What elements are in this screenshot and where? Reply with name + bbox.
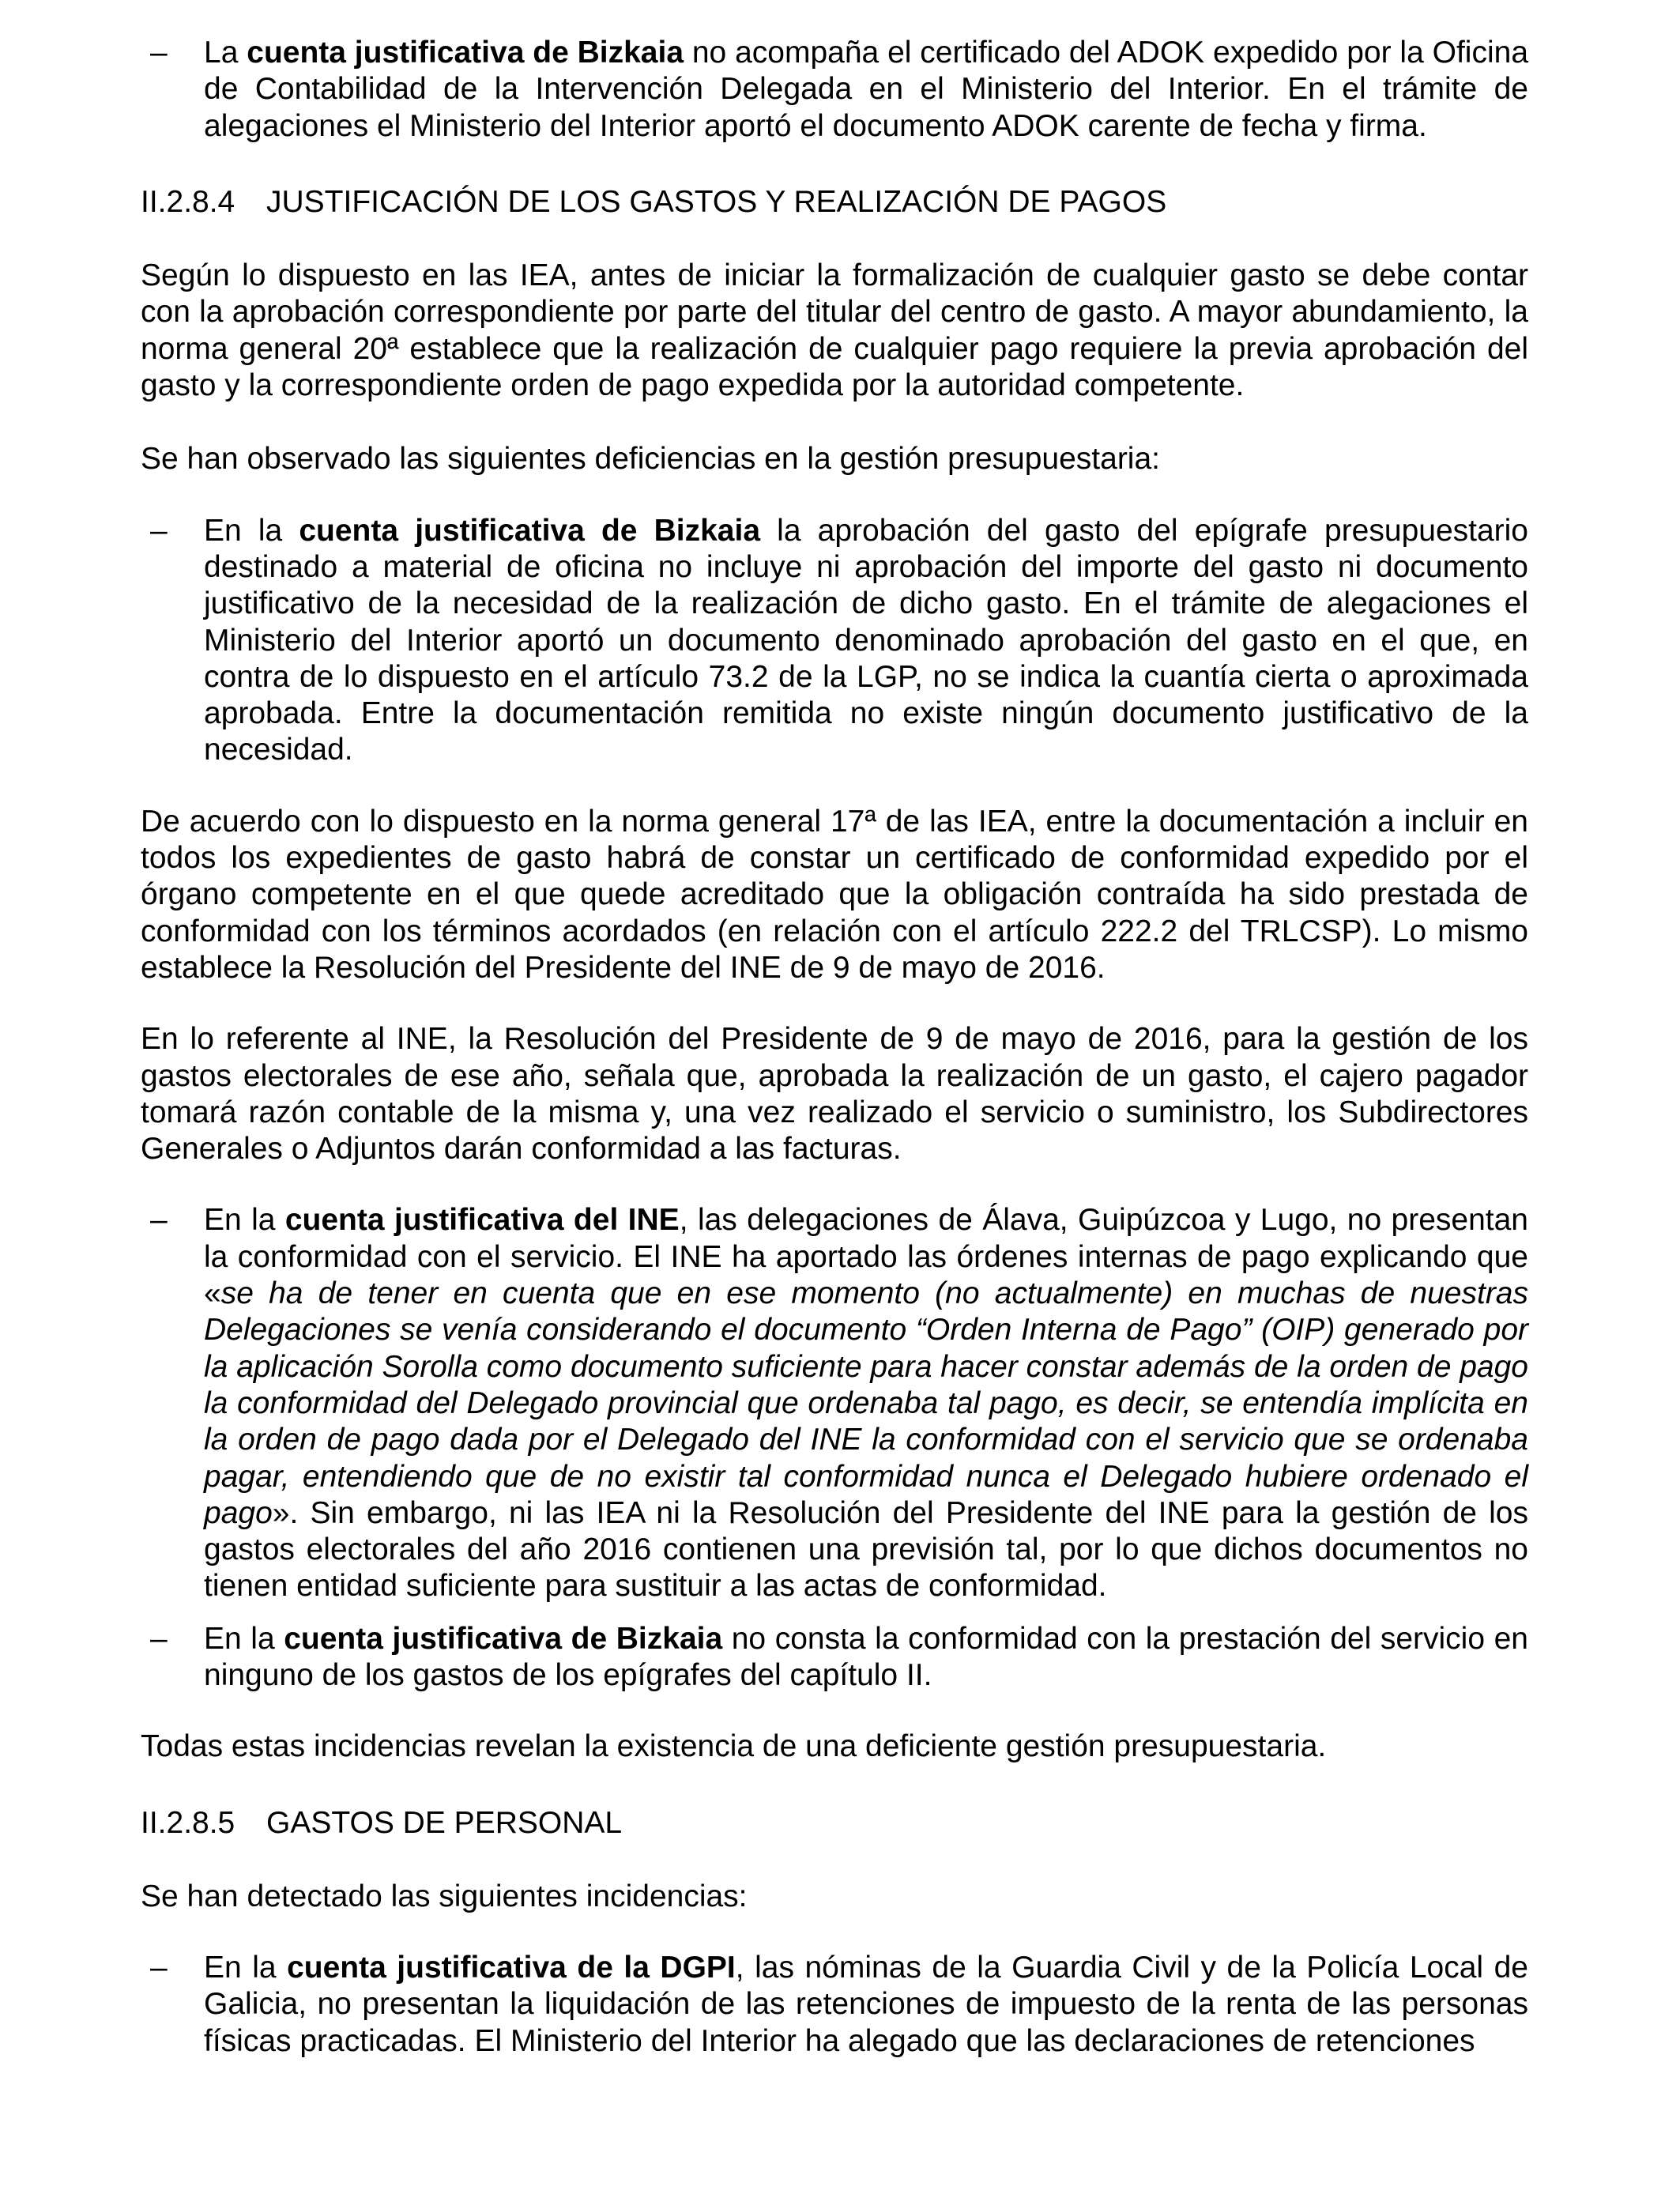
bullet-text: En la [204, 513, 299, 548]
bullet-nominas-dgpi [141, 1950, 1528, 2060]
bullet-adok-bizkaia [141, 35, 1528, 145]
bullet-dash: – [150, 1621, 168, 1656]
paragraph-incidencias-intro: Se han detectado las siguientes incidencias: [141, 1879, 748, 1913]
bullet-text: En la [204, 1203, 285, 1238]
paragraph-ine-resolucion: En lo referente al INE, la Resolución del Presidente de 9 de mayo de 2016, para la gestión de los gastos electorales de ese año, señala que, aprobada la realización de un gasto, el cajero pagador tomará razón contable de la misma y, una vez realizado el servicio o suministro, los Subdirectores Generales o Adjuntos darán conformidad a las facturas. [141, 1022, 1528, 1167]
bullet-text: ». Sin embargo, ni las IEA ni la Resolución del Presidente del INE para la gestión de los gastos electorales del año 2016 contienen una previsión tal, por lo que dichos documentos no tienen entidad suficiente para sustituir a las actas de conformidad. [204, 1495, 1528, 1604]
section-title: JUSTIFICACIÓN DE LOS GASTOS Y REALIZACIÓN DE PAGOS [266, 184, 1167, 219]
bullet-text: la aprobación del gasto del epígrafe presupuestario destinado a material de oficina no incluye ni aprobación del importe del gasto ni documento justificativo de la necesidad de la realización de dicho gasto. En el trámite de alegaciones el Ministerio del Interior aportó un documento denominado aprobación del gasto en el que, en contra de lo dispuesto en el artículo 73.2 de la LGP, no se indica la cuantía cierta o aproximada aprobada. Entre la documentación remitida no existe ningún documento justificativo de la necesidad. [204, 513, 1529, 767]
bullet-dash: – [150, 1203, 168, 1238]
paragraph-deficiencias-intro: Se han observado las siguientes deficiencias en la gestión presupuestaria: [141, 442, 1160, 477]
bullet-dash: – [150, 513, 168, 548]
bullet-dash: – [150, 36, 168, 70]
bullet-text: , las delegaciones de Álava, Guipúzcoa y Lugo, no presentan la conformidad con el servicio. El INE ha aportado las órdenes internas de pago explicando que « [204, 1203, 1528, 1311]
paragraph-incidencias-conclusion: Todas estas incidencias revelan la existencia de una deficiente gestión presupuestaria. [141, 1729, 1327, 1764]
bullet-text: La [204, 36, 247, 70]
section-heading-2-8-5 [141, 1805, 1528, 1842]
bullet-bold: cuenta justificativa de Bizkaia [299, 513, 761, 548]
paragraph-norma-17: De acuerdo con lo dispuesto en la norma general 17ª de las IEA, entre la documentación a incluir en todos los expedientes de gasto habrá de constar un certificado de conformidad expedido por el órgano competente en el que quede acreditado que la obligación contraída ha sido prestada de conformidad con los términos acordados (en relación con el artículo 222.2 del TRLCSP). Lo mismo establece la Resolución del Presidente del INE de 9 de mayo de 2016. [141, 804, 1528, 985]
bullet-text: En la [204, 1951, 288, 1985]
bullet-text: En la [204, 1621, 284, 1656]
bullet-conformidad-bizkaia [141, 1621, 1528, 1695]
bullet-aprobacion-bizkaia [141, 513, 1528, 769]
paragraph-iea-aprobacion: Según lo dispuesto en las IEA, antes de iniciar la formalización de cualquier gasto se debe contar con la aprobación correspondiente por parte del titular del centro de gasto. A mayor abundamiento, la norma general 20ª establece que la realización de cualquier pago requiere la previa aprobación del gasto y la correspondiente orden de pago expedida por la autoridad competente. [141, 258, 1528, 403]
section-number: II.2.8.5 [141, 1805, 235, 1840]
bullet-text: no consta la conformidad con la prestación del servicio en ninguno de los gastos de los epígrafes del capítulo II. [204, 1621, 1528, 1692]
section-number: II.2.8.4 [141, 184, 235, 219]
bullet-text: no acompaña el certificado del ADOK expedido por la Oficina de Contabilidad de la Intervención Delegada en el Ministerio del Interior. En el trámite de alegaciones el Ministerio del Interior aportó el documento ADOK carente de fecha y firma. [204, 36, 1529, 143]
bullet-conformidad-ine [141, 1202, 1528, 1604]
section-heading-2-8-4 [141, 184, 1528, 221]
bullet-bold: cuenta justificativa del INE [284, 1203, 680, 1238]
bullet-bold: cuenta justificativa de Bizkaia [284, 1621, 723, 1656]
bullet-dash: – [150, 1951, 168, 1985]
bullet-quote: se ha de tener en cuenta que en ese momento (no actualmente) en muchas de nuestras Delegaciones se venía considerando el documento “Orden Interna de Pago” (OIP) generado por la aplicación Sorolla como documento suficiente para hacer constar además de la orden de pago la conformidad del Delegado provincial que ordenaba tal pago, es decir, se entendía implícita en la orden de pago dada por el Delegado del INE la conformidad con el servicio que se ordenaba pagar, entendiendo que de no existir tal conformidad nunca el Delegado hubiere ordenado el pago [204, 1276, 1528, 1530]
section-title: GASTOS DE PERSONAL [266, 1805, 623, 1840]
bullet-bold: cuenta justificativa de Bizkaia [247, 36, 684, 70]
bullet-text: , las nóminas de la Guardia Civil y de la Policía Local de Galicia, no presentan la liquidación de las retenciones de impuesto de la renta de las personas físicas practicadas. El Ministerio del Interior ha alegado que las declaraciones de retenciones [204, 1951, 1528, 2058]
bullet-bold: cuenta justificativa de la DGPI [287, 1951, 736, 1985]
